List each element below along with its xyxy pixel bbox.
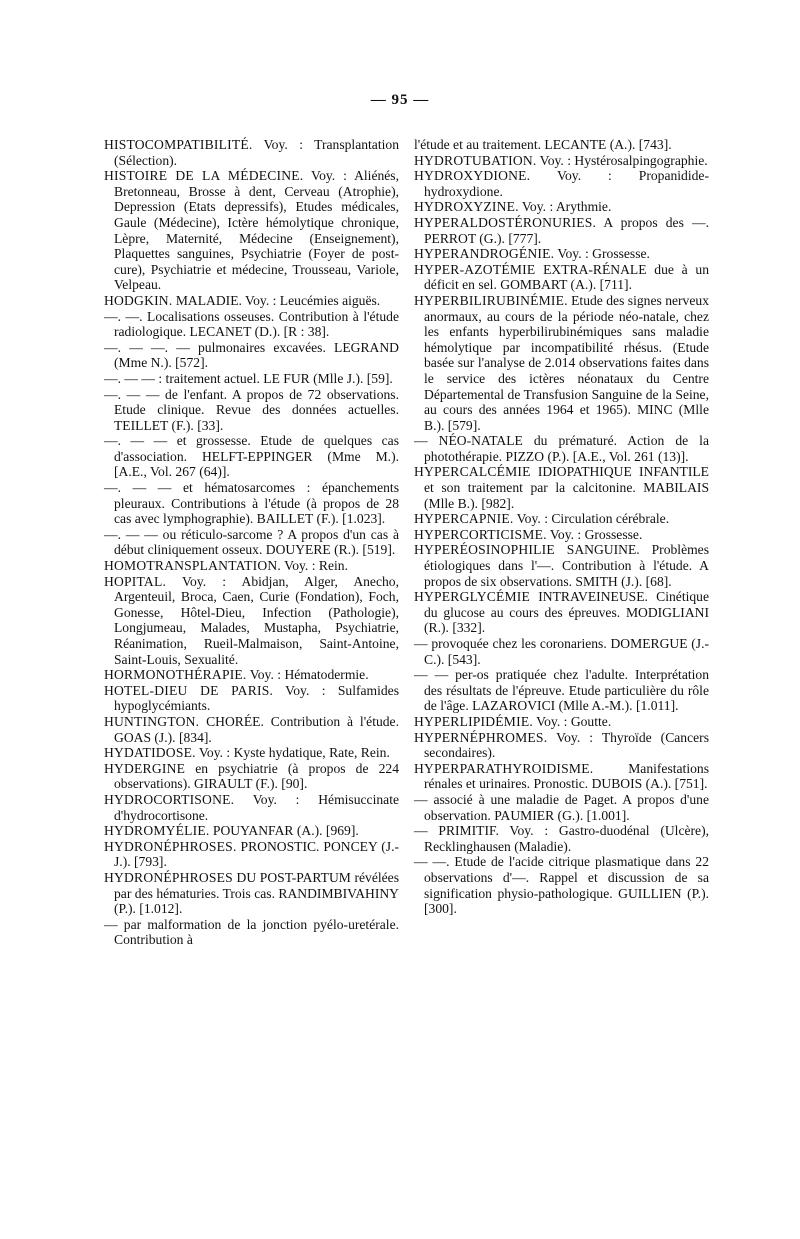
entry-text: —. — — et hématosarcomes : épanchements pleuraux. Contributions à l'étude (à propos de 28 cas avec lymphographie). BAILLET (F.). [1.023]. xyxy=(104,480,399,527)
index-entry xyxy=(104,433,399,480)
entry-heading: HORMONOTHÉRAPIE. xyxy=(104,667,247,683)
index-entry xyxy=(414,293,709,433)
entry-heading: HYPERÉOSINOPHILIE xyxy=(414,542,555,558)
entry-text: — — per-os pratiquée chez l'adulte. Interprétation des résultats de l'épreuve. Etude particulière du rôle de l'âge. LAZAROVICI (Mlle A.-M.). [1.011]. xyxy=(414,667,709,714)
index-entry xyxy=(104,683,399,714)
entry-heading: HISTOIRE DE LA MÉDECINE. xyxy=(104,168,304,184)
index-entry xyxy=(414,714,709,730)
entry-heading: HYDROCORTISONE. xyxy=(104,791,235,807)
entry-heading: HYPERGLYCÉMIE xyxy=(414,589,531,605)
entry-text: — NÉO-NATALE du prématuré. Action de la photothérapie. PIZZO (P.). [A.E., Vol. 261 (13)]. xyxy=(414,433,709,464)
entry-text: —. — — ou réticulo-sarcome ? A propos d'un cas à début cliniquement osseux. DOUYERE (R.). [519]. xyxy=(104,526,399,558)
index-entry xyxy=(104,480,399,527)
entry-text: Manifestations rénales et urinaires. Pronostic. DUBOIS (A.). [751]. xyxy=(424,760,709,792)
entry-text: Voy. : Hémisuccinate d'hydrocortisone. xyxy=(114,791,399,823)
entry-heading: HYPERCORTICISME. xyxy=(414,526,547,542)
entry-text: Voy. : Grossesse. xyxy=(546,526,643,542)
index-entry xyxy=(104,714,399,745)
entry-text: Voy. : Hystérosalpingographie. xyxy=(536,152,708,168)
entry-text: Voy. : Thyroïde (Cancers secondaires). xyxy=(424,729,709,761)
entry-text: CHORÉE. Contribution à l'étude. GOAS (J.). [834]. xyxy=(114,713,399,745)
entry-text: Voy. : Propanidide-hydroxydione. xyxy=(424,168,709,199)
index-entry xyxy=(414,215,709,246)
entry-heading: HOTEL-DIEU DE PARIS. xyxy=(104,682,274,698)
entry-text: —. —. Localisations osseuses. Contribution à l'étude radiologique. LECANET (D.). [R : 38]. xyxy=(104,308,399,340)
entry-text: SANGUINE. Problèmes étiologiques dans l'—. Contribution à l'étude. A propos de six observations. SMITH (J.). [68]. xyxy=(424,542,709,589)
entry-heading: HYPERBILIRUBINÉMIE. xyxy=(414,292,568,308)
entry-heading: HUNTINGTON. xyxy=(104,713,200,729)
index-entry xyxy=(104,870,399,917)
entry-heading: HOPITAL. xyxy=(104,573,167,589)
index-entry xyxy=(104,574,399,668)
entry-text: Voy. : Grossesse. xyxy=(554,246,650,262)
index-entry xyxy=(414,199,709,215)
index-entry xyxy=(104,917,399,948)
entry-heading: HODGKIN. xyxy=(104,292,173,308)
entry-text: Voy. : Aliénés, Bretonneau, Brosse à dent, Cerveau (Atrophie), Depression (Etats depressifs), Etudes médicales, Gaule (Médecine), Ictère hémolytique chronique, Lèpre, Maternité, Médecine (Enseignement), Plaquettes sanguines, Psychiatrie (Foyer de post-cure), Psychiatrie et médecine, Trousseau, Variole, Velpeau. xyxy=(114,168,399,293)
entry-heading: HYDROTUBATION. xyxy=(414,152,537,168)
entry-heading: HYPERANDROGÉNIE. xyxy=(414,246,555,262)
index-entry xyxy=(104,293,399,309)
entry-text: — provoquée chez les coronariens. DOMERGUE (J.-C.). [543]. xyxy=(414,636,709,667)
entry-text: A propos des —. PERROT (G.). [777]. xyxy=(424,214,709,246)
index-entry xyxy=(414,667,709,714)
entry-text: EXTRA-RÉNALE due à un déficit en sel. GOMBART (A.). [711]. xyxy=(424,261,709,293)
index-entry xyxy=(104,761,399,792)
entry-text: —. — — et grossesse. Etude de quelques cas d'association. HELFT-EPPINGER (Mme M.). [A.E., Vol. 267 (64)]. xyxy=(104,433,399,480)
entry-text: PRONOSTIC. PONCEY (J.-J.). [793]. xyxy=(114,838,399,870)
index-entry xyxy=(414,137,709,153)
entry-text: IDIOPATHIQUE INFANTILE et son traitement par la calcitonine. MABILAIS (Mlle B.). [982]. xyxy=(424,464,709,511)
index-entry xyxy=(104,792,399,823)
entry-heading: HOMOTRANSPLANTATION. xyxy=(104,558,281,574)
index-entry xyxy=(104,137,399,168)
page-number: — 95 — xyxy=(370,92,430,108)
left-column xyxy=(104,137,399,948)
index-entry xyxy=(104,371,399,387)
entry-text: — associé à une maladie de Paget. A propos d'une observation. PAUMIER (G.). [1.001]. xyxy=(414,791,709,823)
index-entry xyxy=(414,246,709,262)
entry-text: —. — —. — pulmonaires excavées. LEGRAND (Mme N.). [572]. xyxy=(104,339,399,371)
index-entry xyxy=(104,823,399,839)
entry-text: en psychiatrie (à propos de 224 observations). GIRAULT (F.). [90]. xyxy=(114,760,399,792)
entry-heading: HYPERPARATHYROIDISME. xyxy=(414,760,594,776)
entry-text: DU POST-PARTUM révélées par des hématuries. Trois cas. RANDIMBIVAHINY (P.). [1.012]. xyxy=(114,869,399,917)
index-entry xyxy=(104,527,399,558)
entry-heading: HYDRONÉPHROSES. xyxy=(104,838,237,854)
index-entry xyxy=(414,168,709,199)
index-entry xyxy=(414,511,709,527)
entry-text: POUYANFAR (A.). [969]. xyxy=(209,823,359,839)
index-entry xyxy=(414,542,709,589)
entry-heading: HYPERCALCÉMIE xyxy=(414,464,531,480)
entry-text: — —. Etude de l'acide citrique plasmatique dans 22 observations d'—. Rappel et discussion de sa signification physio-pathologique. GUILLIEN (P.). [300]. xyxy=(414,854,709,917)
index-entry xyxy=(414,153,709,169)
entry-heading: HYDATIDOSE. xyxy=(104,745,196,761)
index-entry xyxy=(104,558,399,574)
entry-text: Voy. : Transplantation (Sélection). xyxy=(114,137,399,168)
index-entry xyxy=(414,464,709,511)
index-entry xyxy=(104,667,399,683)
index-entry xyxy=(414,527,709,543)
entry-text: INTRAVEINEUSE. Cinétique du glucose au cours des épreuves. MODIGLIANI (R.). [332]. xyxy=(424,589,709,636)
entry-text: Voy. : Abidjan, Alger, Anecho, Argenteuil, Broca, Caen, Curie (Fondation), Foch, Gonesse, Hôtel-Dieu, Infection (Pathologie), Longjumeau, Malades, Mustapha, Psychiatrie, Réanimation, Rueil-Malmaison, Saint-Antoine, Saint-Louis, Sexualité. xyxy=(114,573,399,667)
entry-heading: HYDERGINE xyxy=(104,760,186,776)
entry-text: —. — — : traitement actuel. LE FUR (Mlle J.). [59]. xyxy=(104,370,393,386)
entry-heading: HYPERCAPNIE. xyxy=(414,511,514,527)
index-entry xyxy=(414,792,709,823)
entry-text: Voy. : Rein. xyxy=(281,558,348,574)
entry-text: Voy. : Circulation cérébrale. xyxy=(513,511,670,527)
index-entry xyxy=(104,309,399,340)
index-entry xyxy=(414,262,709,293)
index-entry xyxy=(104,387,399,434)
entry-text: Voy. : Sulfamides hypoglycémiants. xyxy=(114,682,399,714)
entry-heading: HISTOCOMPATIBILITÉ. xyxy=(104,137,253,152)
index-entry xyxy=(414,854,709,916)
index-entry xyxy=(104,839,399,870)
entry-heading: HYPERLIPIDÉMIE. xyxy=(414,713,533,729)
index-entry xyxy=(104,168,399,293)
index-entry xyxy=(414,730,709,761)
entry-text: l'étude et au traitement. LECANTE (A.). [743]. xyxy=(414,137,672,152)
right-column xyxy=(414,137,709,917)
entry-text: Voy. : Arythmie. xyxy=(518,199,612,215)
entry-heading: HYPERNÉPHROMES. xyxy=(414,729,548,745)
index-entry xyxy=(414,761,709,792)
entry-text: — par malformation de la jonction pyélo-uretérale. Contribution à xyxy=(104,916,399,948)
entry-heading: HYPERALDOSTÉRONURIES. xyxy=(414,214,597,230)
entry-heading: HYDROXYZINE. xyxy=(414,199,519,215)
index-entry xyxy=(414,636,709,667)
entry-text: MALADIE. Voy. : Leucémies aiguës. xyxy=(172,292,381,308)
index-entry xyxy=(414,433,709,464)
entry-heading: HYDROMYÉLIE. xyxy=(104,823,210,839)
index-entry xyxy=(414,589,709,636)
entry-heading: HYDRONÉPHROSES xyxy=(104,869,233,885)
entry-text: — PRIMITIF. Voy. : Gastro-duodénal (Ulcère), Recklinghausen (Maladie). xyxy=(414,823,709,854)
entry-text: —. — — de l'enfant. A propos de 72 observations. Etude clinique. Revue des données actuelles. TEILLET (F.). [33]. xyxy=(104,386,399,433)
entry-text: Voy. : Kyste hydatique, Rate, Rein. xyxy=(195,745,390,761)
entry-text: Voy. : Hématodermie. xyxy=(246,667,369,683)
entry-heading: HYDROXYDIONE. xyxy=(414,168,531,184)
index-entry xyxy=(104,340,399,371)
entry-text: Etude des signes nerveux anormaux, au cours de la période néo-natale, chez les enfants hyperbilirubinémiques sans maladie hémolytique par incompatibilité rhésus. (Etude basée sur l'analyse de 2.014 observations faites dans le service des ictères néonataux du Centre Départemental de Transfusion Sanguine de la Seine, au cours des années 1964 et 1965). MINC (Mlle B.). [579]. xyxy=(424,292,709,433)
index-entry xyxy=(414,823,709,854)
entry-heading: HYPER-AZOTÉMIE xyxy=(414,261,536,277)
entry-text: Voy. : Goutte. xyxy=(532,713,612,729)
index-entry xyxy=(104,745,399,761)
